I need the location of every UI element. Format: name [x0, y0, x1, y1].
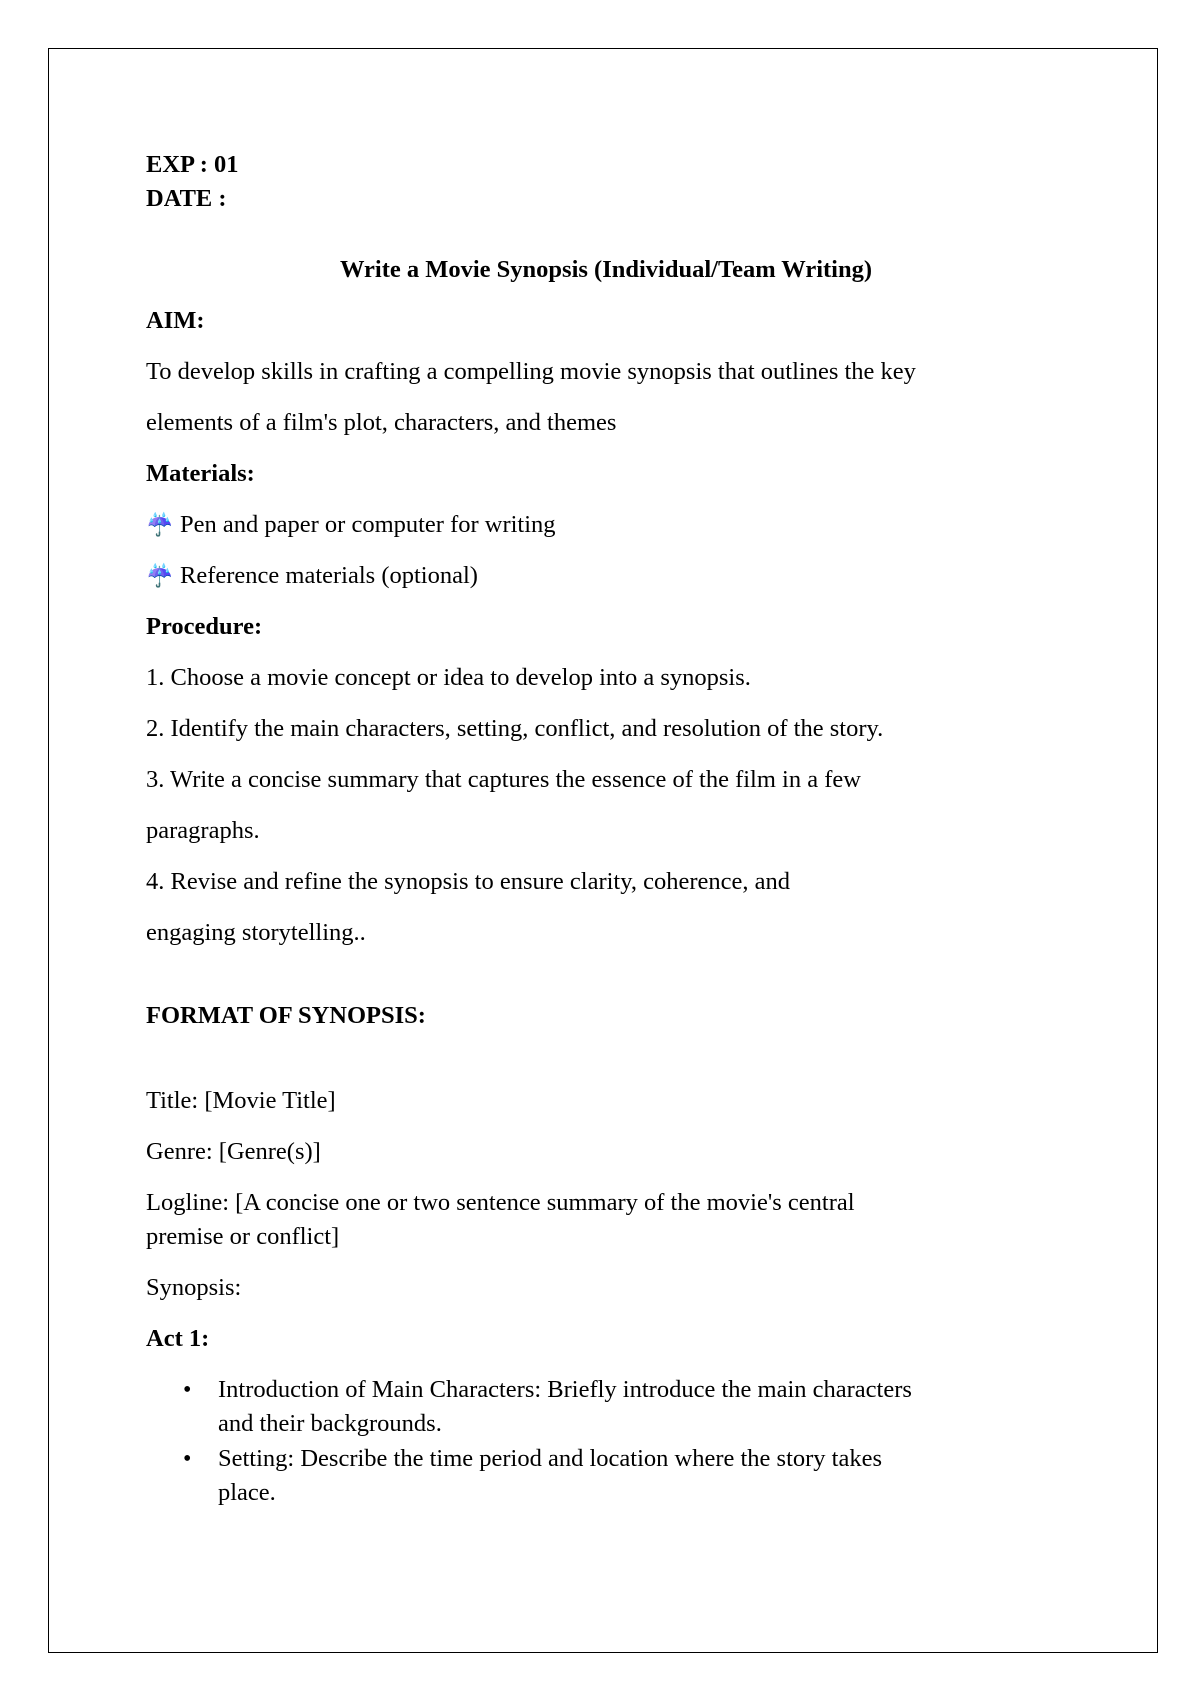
format-synopsis-label: Synopsis:	[146, 1274, 242, 1301]
date-label: DATE :	[146, 185, 227, 212]
format-title-line: Title: [Movie Title]	[146, 1087, 336, 1114]
procedure-line-1: 1. Choose a movie concept or idea to develop into a synopsis.	[146, 664, 751, 691]
procedure-line-6: engaging storytelling..	[146, 919, 366, 946]
materials-heading: Materials:	[146, 460, 255, 487]
page-border	[48, 48, 1158, 1653]
exp-number: EXP : 01	[146, 151, 239, 178]
aim-heading: AIM:	[146, 307, 205, 334]
list-item-line: Introduction of Main Characters: Briefly introduce the main characters	[218, 1376, 912, 1403]
umbrella-bullet-icon: ☔	[146, 512, 174, 537]
materials-item-text: Reference materials (optional)	[180, 562, 478, 589]
aim-text-line-2: elements of a film's plot, characters, and themes	[146, 409, 617, 436]
materials-item	[146, 564, 478, 589]
list-item-line: place.	[218, 1479, 276, 1506]
document-title: Write a Movie Synopsis (Individual/Team Writing)	[339, 256, 873, 283]
materials-item	[146, 513, 556, 538]
format-logline-line-2: premise or conflict]	[146, 1223, 340, 1250]
umbrella-bullet-icon: ☔	[146, 563, 174, 588]
procedure-line-3: 3. Write a concise summary that captures the essence of the film in a few	[146, 766, 861, 793]
materials-item-text: Pen and paper or computer for writing	[180, 511, 556, 538]
list-bullet-icon: •	[183, 1377, 192, 1403]
procedure-line-2: 2. Identify the main characters, setting, conflict, and resolution of the story.	[146, 715, 884, 742]
procedure-line-4: paragraphs.	[146, 817, 260, 844]
act1-heading: Act 1:	[146, 1325, 210, 1352]
procedure-heading: Procedure:	[146, 613, 263, 640]
aim-text-line-1: To develop skills in crafting a compelling movie synopsis that outlines the key	[146, 358, 916, 385]
procedure-line-5: 4. Revise and refine the synopsis to ensure clarity, coherence, and	[146, 868, 791, 895]
list-item-line: and their backgrounds.	[218, 1410, 442, 1437]
format-logline-line-1: Logline: [A concise one or two sentence summary of the movie's central	[146, 1189, 855, 1216]
list-bullet-icon: •	[183, 1446, 192, 1472]
format-heading: FORMAT OF SYNOPSIS:	[146, 1002, 426, 1029]
list-item-line: Setting: Describe the time period and location where the story takes	[218, 1445, 883, 1472]
format-genre-line: Genre: [Genre(s)]	[146, 1138, 321, 1165]
